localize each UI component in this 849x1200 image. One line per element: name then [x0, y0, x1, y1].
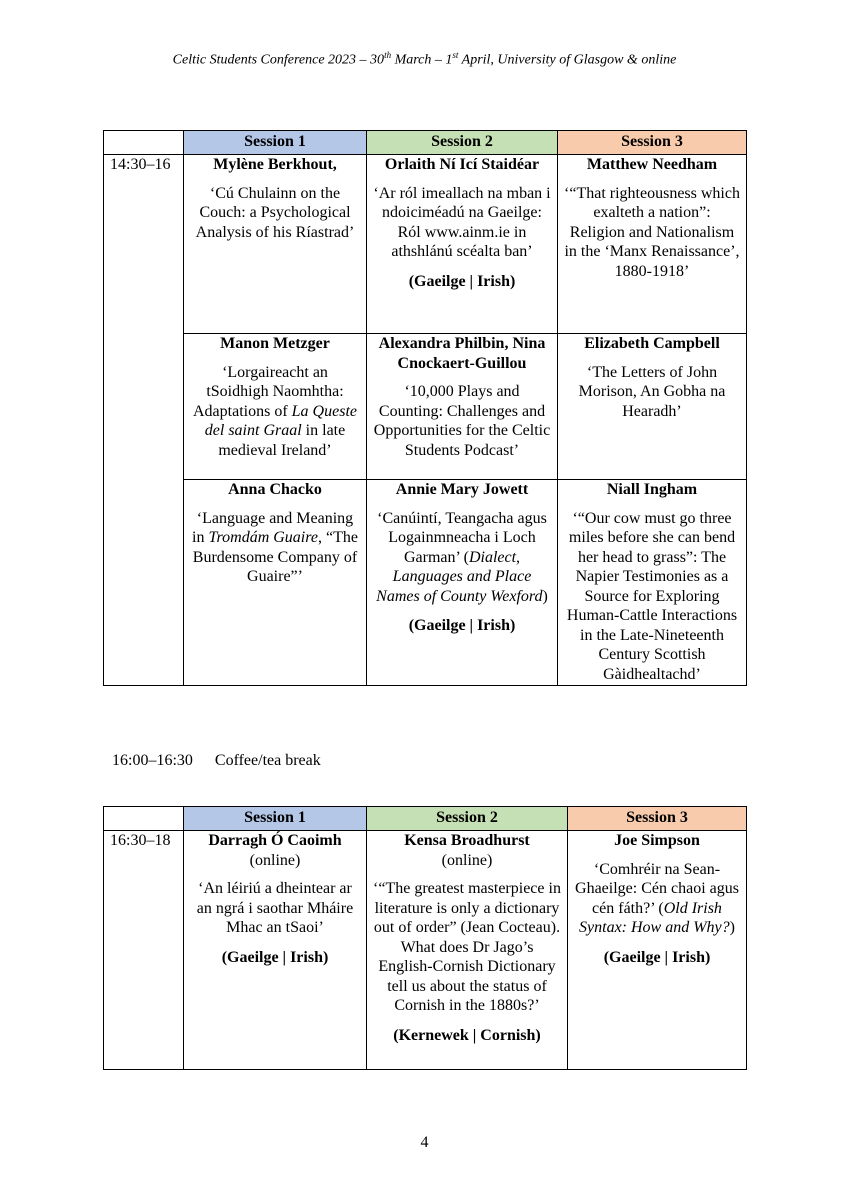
session-2-header: Session 2 [367, 807, 568, 831]
talk-cell [367, 155, 558, 334]
session-header-row [104, 131, 747, 155]
speaker-name: Kensa Broadhurst [404, 832, 530, 849]
talk-title: ‘Canúintí, Teangacha agus Logainmneacha i Loch Garman’ (Dialect, Languages and Place Names of County Wexford) [376, 509, 548, 605]
speaker-name: Manon Metzger [220, 335, 330, 352]
talk-cell [367, 334, 558, 480]
speaker-name: Darragh Ó Caoimh [208, 832, 342, 849]
speaker-name: Anna Chacko [228, 481, 322, 498]
break-label: Coffee/tea break [214, 752, 321, 769]
talk-cell [184, 334, 367, 480]
table-row [104, 334, 747, 480]
talk-cell [367, 831, 568, 1070]
session-3-header: Session 3 [568, 807, 747, 831]
running-header: Celtic Students Conference 2023 – 30th March – 1st April, University of Glasgow & online [172, 50, 677, 68]
table-row [104, 831, 747, 1070]
speaker-name: Joe Simpson [614, 832, 700, 849]
session-2-header: Session 2 [367, 131, 558, 155]
talk-cell [367, 480, 558, 686]
language-label: (Gaeilge | Irish) [603, 948, 711, 966]
time-slot: 16:30–18 [104, 831, 184, 1070]
talk-cell [558, 334, 747, 480]
talk-cell [184, 480, 367, 686]
page-number: 4 [420, 1134, 429, 1151]
session-header-row [104, 807, 747, 831]
talk-title: ‘“Our cow must go three miles before she can bend her head to grass”: The Napier Testimonies as a Source for Exploring Human-Cattle Interactions in the Late-Nineteenth Century Scottish Gàidhealtachd’ [566, 509, 738, 683]
talk-title: ‘10,000 Plays and Counting: Challenges and Opportunities for the Celtic Students Podcast’ [373, 383, 551, 459]
talk-title: ‘Language and Meaning in Tromdám Guaire, “The Burdensome Company of Guaire”’ [192, 509, 358, 585]
talk-cell [558, 155, 747, 334]
schedule-table-1430 [103, 130, 747, 686]
online-note: (online) [249, 851, 301, 869]
talk-cell [184, 831, 367, 1070]
talk-title: ‘Lorgaireacht an tSoidhigh Naomhtha: Adaptations of La Queste del saint Graal in late medieval Ireland’ [193, 363, 357, 459]
coffee-break-line [112, 752, 321, 770]
speaker-name: Mylène Berkhout, [213, 156, 337, 173]
schedule-table-1630 [103, 806, 747, 1070]
language-label: (Kernewek | Cornish) [393, 1026, 541, 1044]
language-label: (Gaeilge | Irish) [408, 272, 516, 290]
talk-cell [568, 831, 747, 1070]
time-slot: 14:30–16 [104, 155, 184, 686]
talk-cell [558, 480, 747, 686]
talk-cell [184, 155, 367, 334]
empty-corner-cell [104, 807, 184, 831]
language-label: (Gaeilge | Irish) [221, 948, 329, 966]
session-1-header: Session 1 [184, 807, 367, 831]
online-note: (online) [441, 851, 493, 869]
talk-title: ‘The Letters of John Morison, An Gobha na Hearadh’ [578, 363, 726, 420]
speaker-name: Elizabeth Campbell [584, 335, 720, 352]
empty-corner-cell [104, 131, 184, 155]
talk-title: ‘An léiriú a dheintear ar an ngrá i saothar Mháire Mhac an tSaoi’ [196, 880, 354, 936]
speaker-name: Annie Mary Jowett [395, 481, 529, 498]
session-3-header: Session 3 [558, 131, 747, 155]
break-time: 16:00–16:30 [112, 752, 193, 769]
speaker-name: Matthew Needham [586, 156, 718, 173]
session-1-header: Session 1 [184, 131, 367, 155]
speaker-name: Alexandra Philbin, Nina Cnockaert-Guillou [378, 335, 546, 372]
speaker-name: Orlaith Ní Icí Staidéar [384, 156, 540, 173]
talk-title: ‘Comhréir na Sean-Ghaeilge: Cén chaoi agus cén fáth?’ (Old Irish Syntax: How and Why?) [575, 860, 739, 936]
talk-title: ‘“The greatest masterpiece in literature is only a dictionary out of order” (Jean Cocteau). What does Dr Jago’s English-Cornish Dictionary tell us about the status of Cornish in the 1880s?’ [373, 880, 561, 1014]
talk-title: ‘Ar ról imeallach na mban i ndoiciméadú na Gaeilge: Ról www.ainm.ie in athshlánú scéalta ban’ [373, 184, 551, 260]
table-row [104, 155, 747, 334]
table-row [104, 480, 747, 686]
speaker-name: Niall Ingham [606, 481, 698, 498]
talk-title: ‘Cú Chulainn on the Couch: a Psychological Analysis of his Ríastrad’ [195, 184, 355, 241]
talk-title: ‘“That righteousness which exalteth a nation”: Religion and Nationalism in the ‘Manx Renaissance’, 1880-1918’ [564, 184, 740, 280]
language-label: (Gaeilge | Irish) [408, 617, 516, 634]
